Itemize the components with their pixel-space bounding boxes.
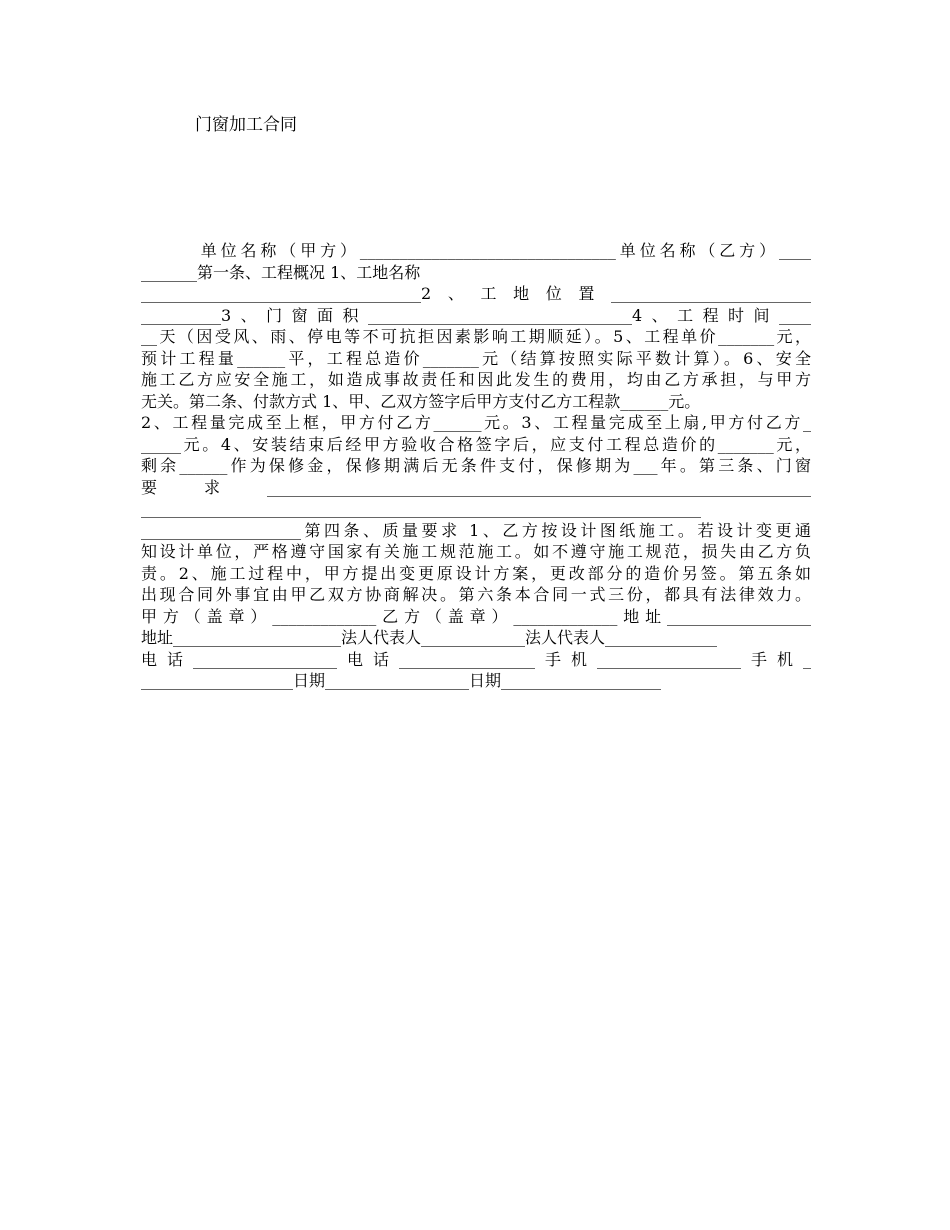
- contract-line: 要求____________________________________________________________________: [141, 477, 811, 497]
- contract-line: 预计工程量______平，工程总造价_______元（结算按照实际平数计算）。6、安全: [141, 348, 811, 368]
- contract-line: ___________________日期__________________日期____________________: [141, 671, 662, 690]
- contract-line: _______第一条、工程概况 1、工地名称: [141, 262, 421, 282]
- contract-line: 责。2、施工过程中，甲方提出变更原设计方案，更改部分的造价另签。第五条如: [141, 563, 811, 583]
- contract-line: 地址_____________________法人代表人_____________法人代表人______________: [141, 628, 718, 647]
- contract-line: 剩余______作为保修金，保修期满后无条件支付，保修期为___年。第三条、门窗: [141, 456, 811, 475]
- contract-line: ___________________________________2、工地位置_________________________: [141, 284, 811, 303]
- document-title: 门窗加工合同: [195, 115, 297, 135]
- contract-line: 无关。第二条、付款方式 1、甲、乙双方签字后甲方支付乙方工程款______元。: [141, 391, 701, 411]
- contract-line: 知设计单位，严格遵守国家有关施工规范施工。如不遵守施工规范，损失由乙方负: [141, 542, 811, 561]
- contract-line: 施工乙方应安全施工，如造成事故责任和因此发生的费用，均由乙方承担，与甲方: [141, 370, 811, 389]
- contract-line: 出现合同外事宜由甲乙双方协商解决。第六条本合同一式三份，都具有法律效力。: [141, 585, 811, 604]
- contract-body: [141, 240, 811, 692]
- contract-line: _____元。4、安装结束后经甲方验收合格签字后，应支付工程总造价的_______元，: [141, 434, 811, 454]
- contract-line: 单位名称（甲方）________________________________单位名称（乙方）____: [141, 241, 811, 260]
- contract-line: 电话__________________电话_________________手机__________________手机_: [141, 649, 811, 669]
- contract-line: __天（因受风、雨、停电等不可抗拒因素影响工期顺延）。5、工程单价_______元，: [141, 327, 811, 346]
- contract-line: 甲方（盖章）_____________乙方（盖章）_____________地址__________________: [141, 606, 811, 626]
- contract-line: __________3、门窗面积_________________________________4、工程时间____: [141, 305, 811, 325]
- contract-line: 2、工程量完成至上框，甲方付乙方______元。3、工程量完成至上扇,甲方付乙方_: [141, 413, 811, 432]
- contract-line: ____________________第四条、质量要求 1、乙方按设计图纸施工。若设计变更通: [141, 520, 811, 540]
- contract-line: ______________________________________________________________________: [141, 499, 701, 518]
